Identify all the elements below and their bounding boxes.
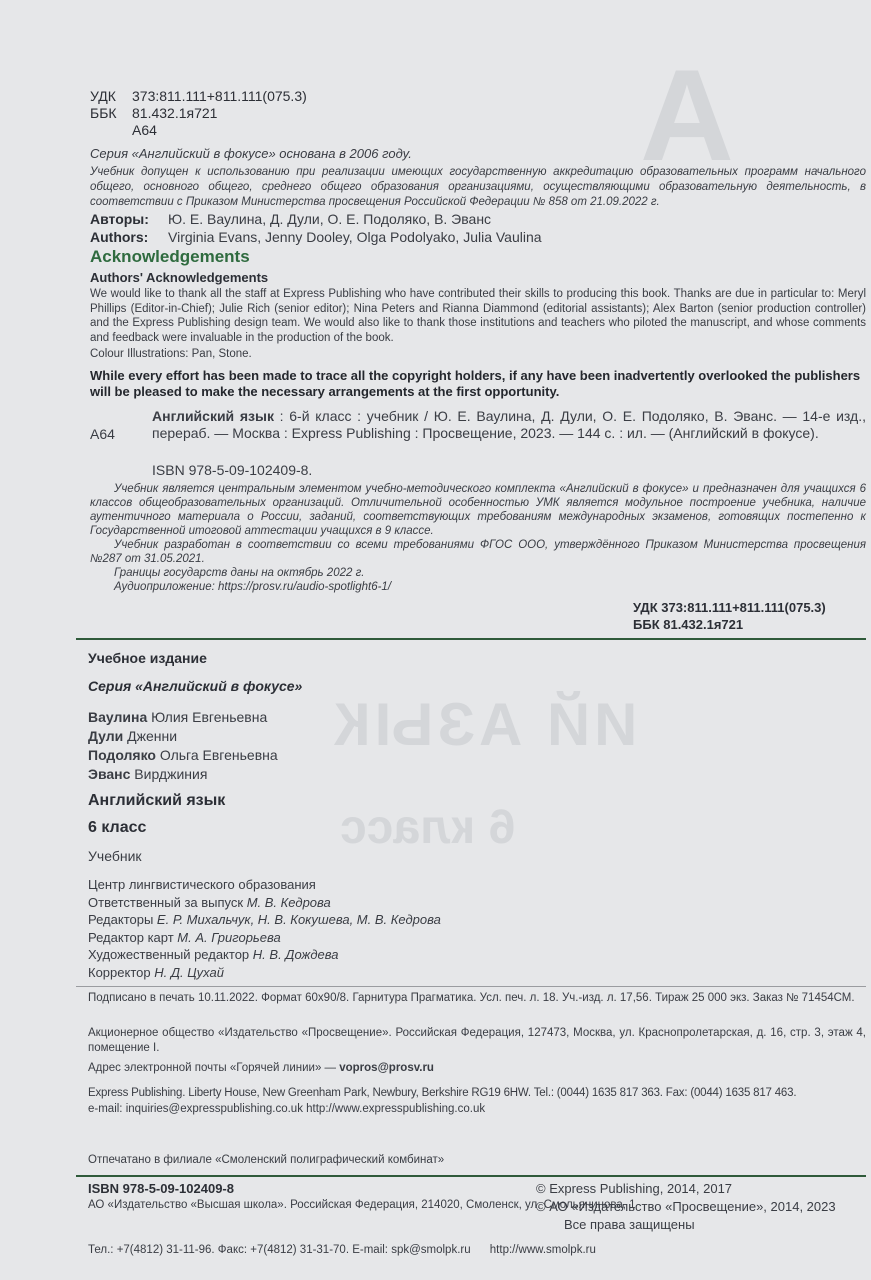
approval-note: Учебник допущен к использованию при реализации имеющих государственную аккредитацию образовательных программ начального общего, основного общего, среднего общего образования организациями, осуществляющими образовательную деятельность, в соответствии с Приказом Министерства просвещения Российской Федерации № 858 от 21.09.2022 г. — [90, 166, 866, 208]
rights-reserved: Все права защищены — [564, 1217, 695, 1232]
express-contacts — [88, 1086, 866, 1117]
copyright-notice: While every effort has been made to trace all the copyright holders, if any have been inadvertently overlooked the publishers will be pleased to make the necessary arrangements at the first opportunity. — [90, 368, 861, 399]
authors-en: Virginia Evans, Jenny Dooley, Olga Podolyako, Julia Vaulina — [168, 229, 542, 245]
biblio-mark: А64 — [90, 426, 115, 442]
bbk-label: ББК — [90, 105, 117, 121]
edition-type: Учебное издание — [88, 650, 207, 666]
authors-en-label: Authors: — [90, 229, 149, 245]
classification-block — [90, 88, 307, 139]
copyright-block — [536, 1180, 836, 1234]
author-3-surname: Подоляко — [88, 747, 156, 763]
udk-value: 373:811.111+811.111(075.3) — [132, 88, 307, 104]
hotline-email[interactable]: vopros@prosv.ru — [339, 1062, 434, 1074]
udk-label: УДК — [90, 88, 116, 104]
credits-editors-line — [88, 911, 441, 929]
credits-proof-label: Корректор — [88, 964, 155, 980]
author-2-surname: Дули — [88, 728, 124, 744]
authors-ru: Ю. Е. Ваулина, Д. Дули, О. Е. Подоляко, В. Эванс — [168, 211, 492, 227]
credits-editors-label: Редакторы — [88, 912, 157, 927]
author-4 — [88, 765, 278, 784]
author-2-name: Дженни — [123, 728, 178, 744]
divider-top — [76, 638, 866, 640]
credits-art: Н. В. Дождева — [252, 947, 339, 962]
author-2 — [88, 727, 278, 746]
print-info: Подписано в печать 10.11.2022. Формат 60х90/8. Гарнитура Прагматика. Усл. печ. л. 18. Уч.-изд. л. 17,56. Тираж 25 000 экз. Заказ № 71454СМ. — [88, 992, 855, 1004]
show-through-glyphs: ИЙ АЗЫК — [330, 691, 638, 758]
annotation-p3: Границы государств даны на октябрь 2022 г. — [114, 567, 365, 579]
hotline-line — [88, 1062, 434, 1074]
credits-art-label: Художественный редактор — [88, 947, 253, 962]
divider-credits — [76, 986, 866, 987]
ack-title: Acknowledgements — [90, 247, 250, 266]
isbn-bottom: ISBN 978-5-09-102409-8 — [88, 1181, 234, 1196]
author-3 — [88, 746, 278, 765]
authors-full — [88, 708, 278, 784]
grade: 6 класс — [88, 819, 147, 836]
credits-maps: М. А. Григорьева — [177, 929, 281, 945]
copyright-express: © Express Publishing, 2014, 2017 — [536, 1181, 733, 1196]
hotline-label: Адрес электронной почты «Горячей линии» — — [88, 1062, 340, 1074]
annotation-p1: Учебник является центральным элементом учебно-методического комплекта «Английский в фокусе» и предназначен для учащихся 6 классов общеобразовательных организаций. Отличительной особенностью УМК является модульное построение учебника, наличие аутентичного материала о России, заданий, соответствующих требованиям международных экзаменов, готовящих постепенно к Государственной итоговой аттестации учащихся в 9 классе. — [90, 483, 866, 537]
authors-ru-line — [90, 211, 491, 227]
book-title: Английский язык — [88, 792, 226, 809]
biblio-isbn: ISBN 978-5-09-102409-8. — [152, 462, 313, 478]
annotation — [90, 482, 866, 594]
authors-en-line — [90, 229, 542, 245]
credits-proof: Н. Д. Цухай — [154, 964, 224, 980]
author-4-surname: Эванс — [88, 766, 131, 782]
show-through-glyphs-2: 6 класс — [340, 801, 516, 854]
book-kind: Учебник — [88, 848, 142, 864]
divider-bottom — [76, 1175, 866, 1177]
ack-subtitle: Authors' Acknowledgements — [90, 270, 269, 285]
credits — [88, 876, 441, 981]
credits-resp-label: Ответственный за выпуск — [88, 894, 247, 910]
udk-right: УДК 373:811.111+811.111(075.3) — [633, 600, 826, 615]
biblio-rest: : 6-й класс : учебник / Ю. Е. Ваулина, Д. Дули, О. Е. Подоляко, В. Эванс. — 14-е изд., перераб. — Москва : Express Publishing : Просвещение, 2023. — 144 с. : ил. — (Английский в фокусе). — [152, 408, 866, 441]
author-1 — [88, 708, 278, 727]
express-line-2[interactable]: e-mail: inquiries@expresspublishing.co.uk http://www.expresspublishing.co.uk — [88, 1102, 486, 1115]
bbk-value: 81.432.1я721 — [132, 105, 218, 121]
annotation-p4: Аудиоприложение: https://prosv.ru/audio-spotlight6-1/ — [114, 581, 392, 593]
credits-editors: Е. Р. Михальчук, Н. В. Кокушева, М. В. Кедрова — [156, 912, 441, 927]
biblio-title: Английский язык — [152, 408, 274, 424]
colour-illustrations: Colour Illustrations: Pan, Stone. — [90, 348, 252, 360]
credits-proof-line — [88, 964, 441, 982]
printer-line-1: Отпечатано в филиале «Смоленский полиграфический комбинат» — [88, 1154, 445, 1166]
author-4-name: Вирджиния — [130, 766, 208, 782]
authors-ru-label: Авторы: — [90, 211, 149, 227]
ack-body: We would like to thank all the staff at Express Publishing who have contributed their skills to producing this book. Thanks are due in particular to: Meryl Phillips (Editor-in-Chief); Julie Rich (senior editor); Nina Peters and Rianna Diammond (editorial assistants); Alex Barton (senior production controller) and the Express Publishing design team. We would also like to thank those institutions and teachers who piloted the manuscript, and whose comments and feedback were invaluable in the production of the book. — [90, 288, 866, 344]
publisher-address: Акционерное общество «Издательство «Просвещение». Российская Федерация, 127473, Москва, ул. Краснопролетарская, д. 16, стр. 3, этаж 4, помещение I. — [88, 1027, 866, 1054]
credits-art-line — [88, 946, 441, 964]
series-note: Серия «Английский в фокусе» основана в 2006 году. — [90, 146, 412, 161]
bbk-right: ББК 81.432.1я721 — [633, 617, 744, 632]
biblio-record — [152, 408, 866, 442]
printer-line-2: АО «Издательство «Высшая школа». Российская Федерация, 214020, Смоленск, ул. Смольянинова, 1 — [88, 1199, 636, 1211]
express-line-1: Express Publishing. Liberty House, New Greenham Park, Newbury, Berkshire RG19 6HW. Tel.: (0044) 1635 817 363. Fax: (0044) 1635 817 463. — [88, 1087, 797, 1099]
credits-center: Центр лингвистического образования — [88, 877, 316, 892]
series-title: Серия «Английский в фокусе» — [88, 678, 303, 694]
printer-line-3: Тел.: +7(4812) 31-11-96. Факс: +7(4812) 31-31-70. E-mail: spk@smolpk.ru http://www.smolpk.ru — [88, 1244, 596, 1256]
credits-resp: М. В. Кедрова — [246, 894, 331, 910]
credits-resp-line — [88, 894, 441, 912]
author-1-name: Юлия Евгеньевна — [147, 709, 268, 725]
credits-maps-line — [88, 929, 441, 947]
author-mark: А64 — [132, 122, 157, 138]
show-through-letter: A — [640, 42, 734, 188]
author-3-name: Ольга Евгеньевна — [155, 747, 278, 763]
annotation-p2: Учебник разработан в соответствии со всеми требованиями ФГОС ООО, утверждённого Приказом Министерства просвещения №287 от 31.05.2021. — [90, 539, 866, 565]
author-1-surname: Ваулина — [88, 709, 148, 725]
credits-maps-label: Редактор карт — [88, 929, 178, 945]
copyright-prosv: © АО «Издательство «Просвещение», 2014, 2023 — [536, 1199, 836, 1214]
